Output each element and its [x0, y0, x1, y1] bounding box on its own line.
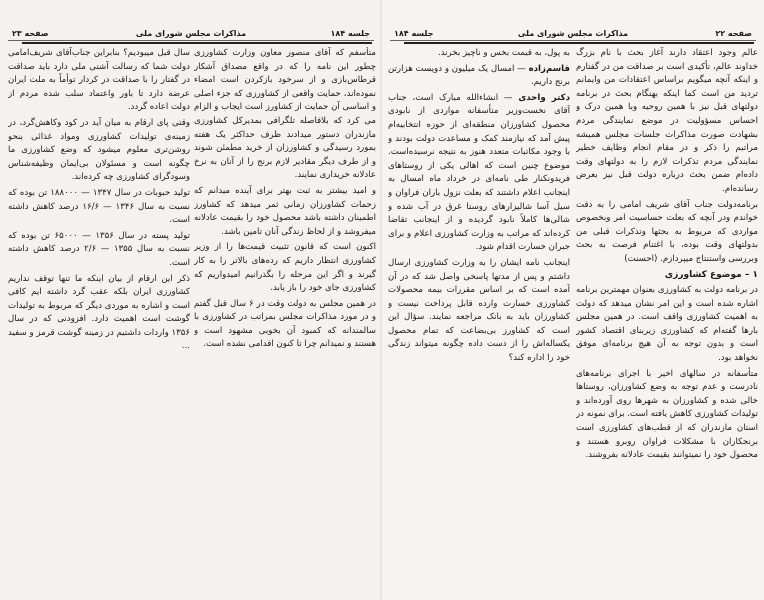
session-number: جلسه ۱۸۴ — [394, 29, 434, 38]
page-number: صفحه ۲۲ — [715, 29, 752, 38]
paragraph: عالم وجود اعتقاد دارند آغاز بحث با نام بزرگ خداوند عالم، تأکیدی است بر صداقت من در گفتارم و اینکه آنچه میگویم براساس اعتقادات من وایمانم تردید من است کما اینکه بهنگام بحث در برنامه دولتهای قبل نیز با همین روحیه وبا همین درک و احساس مسؤولیت در موضع نمایندگی مردم بشهادت صورت مذاکرات جلسات مجلس همیشه مراتبم را ذکر و در مقام انجام وظایف خطیر نمایندگی مردم تذکرات لازم را به دولتهای وقت داده‌ام ضمن بحث درباره دولت قبل نیز بعرض رسانده‌ام. — [576, 48, 758, 194]
text-column-right — [576, 47, 758, 595]
text-column-left — [8, 47, 190, 595]
speaker-paragraph: دکتر واحدی — انشاءالله مبارک است، جناب آقای نخست‌وزیر متأسفانه مواردی از نابودی محصول کشاورزان منطقه‌ای از حوزه انتخابیه‌ام پیش آمد که نیازمند کمک و مساعدت دولت بودند و با وجود مکاتبات متعدد هنوز به نتیجه نرسیده‌است. موضوع چنین است که اهالی یکی از روستاهای فریدونکنار طی نامه‌ای در خرداد ماه امسال به اینجانب اعلام داشتند که بعلت نزول باران فراوان و سیل آسا شالیزارهای روستا غرق در آب شده و شالی‌ها کاملاً نابود گردیده و از اینجانب تقاضا کرده‌اند که مراتب به وزارت کشاورزی اعلام و برای جبران خسارت اقدام شود. — [388, 92, 570, 253]
text-column-right — [194, 47, 376, 595]
paragraph: تولید پسته در سال ۱۳۵۶ — ۶۵۰۰۰ تن بوده که نسبت به سال ۱۳۵۵ — ۲/۶ درصد کاهش داشته است. — [8, 230, 190, 268]
right-page — [382, 0, 764, 600]
header-rule-thick — [404, 42, 754, 44]
header-rule-thick — [22, 42, 372, 44]
text-column-left — [388, 47, 570, 595]
paragraph: متأسفم که آقای منصور معاون وزارت کشاورزی چطور این نامه را که در واقع مصداق آشکار قرطاس‌بازی و از سرخود بازکردن است امضاء نموده‌اند، حمایت واقعی از کشاورزی که جزء اصلی و اساسی آن حمایت از کشاورز است ایجاب و الزام می کرد که بلافاصله تلگرافی بمدیرکل کشاورزی مازندران دستور میدادند ظرف حداکثر یک هفته بمورد رسیدگی و کشاورزان از خرید مطمئن شوند و از طرف دیگر مقادیر لازم برنج را از آنان به نرخ عادلانه خریداری نمایند. — [194, 48, 376, 181]
header-rule — [8, 40, 374, 41]
paragraph: اکنون است که قانون تثبیت قیمت‌ها را از وزیر کشاورزی انتظار داریم که رده‌های بالاتر را به کار گیرند و اگر این مرحله را بگذرانیم امیدواریم که کشاورزی جای خود را باز یابد. — [194, 242, 376, 294]
speaker-paragraph: قاسم‌زاده — امسال یک میلیون و دویست هزارتن برنج داریم. — [388, 63, 570, 88]
paragraph: متأسفانه در سالهای اخیر با اجرای برنامه‌های نادرست و عدم توجه به وضع کشاورزان، روستاها خالی شده و کشاورزان به شهرها روی آورده‌اند و تولیدات کشاورزی کاهش یافته است. برای نمونه در استان مازندران که از قطب‌های کشاورزی است برنجکاران با مشکلات فراوان روبرو هستند و محصول خود را نمیتوانند بقیمت عادلانه بفروشند. — [576, 368, 758, 461]
paragraph: برنامه‌دولت جناب آقای شریف امامی را به دقت خواندم ودر آنچه که بعلت حساسیت امر وبخصوص مواردی که مربوط به بحثها وتذکرات قبلی من بدولتهای وقت بوده، با اغتنام فرصت به بحث وبررسی واستنتاج میپردازم. (احسنت) — [576, 199, 758, 264]
paragraph: ذکر این ارقام از بیان اینکه ما تنها توقف نداریم کشاورزی ایران بلکه عقب گرد داشته ایم کافی است و اشاره به موردی دیگر که مربوط به تولیدات گوشت است اهمیت دارد. افزودنی که در سال ۱۳۵۶ واردات داشتیم در زمینه گوشت قرمز و سفید ... — [8, 273, 190, 352]
paragraph: سال قبل میبودیم؟ بنابراین جناب‌آقای شریف‌امامی دولت شما که رسالت آشتی ملی دارد باید صداقت در گفتار را با صداقت در کردار توأماً به ملت ایران عرضه دارد تا باور واعتماد سلب شده مردم از دولت اعاده گردد. — [8, 48, 190, 113]
paragraph: اینجانب نامه ایشان را به وزارت کشاورزی ارسال داشتم و پس از مدتها پاسخی واصل شد که در آن آمده است که بر اساس مقررات بیمه محصولات کشاورزی خسارت وارده قابل پرداخت نیست و کشاورزان باید به بانک مراجعه نمایند. سؤال این است که کشاورز بی‌بضاعت که تمام محصول یکساله‌اش را از دست داده چگونه میتواند زندگی خود را اداره کند؟ — [388, 257, 570, 364]
header-title: مذاکرات مجلس شورای ملی — [135, 29, 247, 38]
header-rule — [390, 40, 756, 41]
paragraph: در همین مجلس به دولت وقت در ۶ سال قبل گفتم و در مورد مذاکرات مجلس بمراتب در کشاورزی با سالمندانه که کمبود آن بخوبی مشهود است و هستند و نمیدانم چرا تا کنون اقدامی نشده است. — [194, 298, 376, 350]
paragraph: تولید حبوبات در سال ۱۳۴۷ — ۱۸۸۰۰۰ تن بوده که نسبت به سال ۱۳۴۶ — ۱۶/۶ درصد کاهش داشته است. — [8, 187, 190, 226]
paragraph: وقتی پای ارقام به میان آید در کود وکاهش‌گرد، در زمینه‌ی تولیدات کشاورزی ومواد غذائی بنحو روشن‌تری معلوم میشود که وضع کشاورزی ما چگونه است و مسئولان بی‌ایمان وظیفه‌شناس وسودگرای کشاورزی چه کرده‌اند. — [8, 117, 190, 183]
paragraph: در برنامه دولت به کشاورزی بعنوان مهمترین برنامه اشاره شده است و این امر نشان میدهد که دولت به اهمیت کشاورزی واقف است. در همین مجلس بارها گفته‌ام که کشاورزی زیربنای اقتصاد کشور است و بدون توجه به آن هیچ برنامه‌ای موفق نخواهد بود. — [576, 285, 758, 364]
page-number: صفحه ۲۳ — [12, 29, 49, 38]
paragraph: به پول، به قیمت بخس و ناچیز بخرند. — [437, 48, 570, 58]
paragraph: و امید بیشتر به ثبت بهتر برای آینده میدانم که زحمات کشاورزان زمانی ثمر میدهد که کشاورز اطمینان داشته باشد محصول خود را بقیمت عادلانه میفروشد و از لحاظ زندگی آنان تامین باشد. — [194, 185, 376, 237]
section-heading: ۱ – موضوع کشاورزی — [664, 269, 758, 280]
header-title: مذاکرات مجلس شورای ملی — [517, 29, 629, 38]
session-number: جلسه ۱۸۴ — [330, 29, 370, 38]
